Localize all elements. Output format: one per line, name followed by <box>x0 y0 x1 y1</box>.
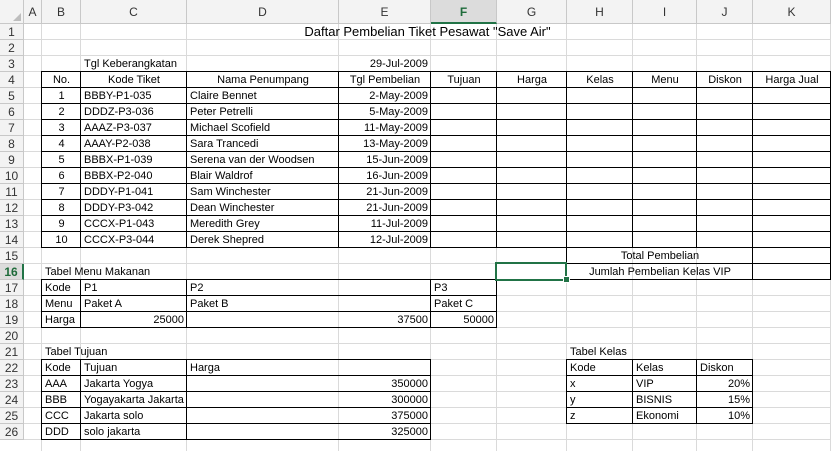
table-header-cell[interactable]: Tujuan <box>447 74 481 86</box>
fill-handle[interactable] <box>563 276 570 283</box>
row-header-19[interactable]: 19 <box>0 312 24 328</box>
tujuan-cell[interactable]: Jakarta solo <box>84 410 144 422</box>
table-border <box>186 359 187 440</box>
table-border <box>42 87 831 88</box>
vip-count-label[interactable]: Jumlah Pembelian Kelas VIP <box>589 266 731 278</box>
passenger-name[interactable]: Serena van der Woodsen <box>190 154 315 166</box>
table-border <box>696 71 697 248</box>
purchase-date[interactable]: 13-May-2009 <box>363 138 428 150</box>
sheet-title[interactable]: Daftar Pembelian Tiket Pesawat "Save Air" <box>304 24 551 39</box>
row-number[interactable]: 5 <box>58 154 65 166</box>
menu-cell[interactable]: Kode <box>45 282 71 294</box>
tujuan-header[interactable]: Harga <box>190 362 220 374</box>
row-header-17[interactable]: 17 <box>0 280 24 296</box>
column-header-f[interactable]: F <box>431 0 497 24</box>
tujuan-cell[interactable]: BBB <box>45 394 68 406</box>
menu-cell[interactable]: Menu <box>45 298 73 310</box>
column-header-h[interactable]: H <box>567 0 633 24</box>
table-border <box>42 439 431 440</box>
row-header-2[interactable]: 2 <box>0 40 24 56</box>
kelas-cell[interactable]: VIP <box>636 378 654 390</box>
row-header-10[interactable]: 10 <box>0 168 24 184</box>
purchase-date[interactable]: 5-May-2009 <box>369 106 428 118</box>
tujuan-cell[interactable]: solo jakarta <box>84 426 141 438</box>
table-border <box>80 71 81 248</box>
row-header-11[interactable]: 11 <box>0 184 24 200</box>
row-header-7[interactable]: 7 <box>0 120 24 136</box>
table-border <box>567 423 753 424</box>
row-header-21[interactable]: 21 <box>0 344 24 360</box>
row-header-24[interactable]: 24 <box>0 392 24 408</box>
table-border <box>42 359 431 360</box>
tujuan-cell[interactable]: 325000 <box>391 426 428 438</box>
table-border <box>752 359 753 424</box>
row-header-25[interactable]: 25 <box>0 408 24 424</box>
ticket-code[interactable]: DDDY-P3-042 <box>84 202 154 214</box>
kelas-cell[interactable]: 10% <box>727 410 750 422</box>
table-border <box>42 311 497 312</box>
table-border <box>496 71 497 248</box>
tujuan-header[interactable]: Kode <box>45 362 71 374</box>
ticket-code[interactable]: DDDZ-P3-036 <box>84 106 154 118</box>
row-header-18[interactable]: 18 <box>0 296 24 312</box>
passenger-name[interactable]: Meredith Grey <box>190 218 260 230</box>
kelas-cell[interactable]: 15% <box>727 394 750 406</box>
table-header-cell[interactable]: Tgl Pembelian <box>349 74 421 86</box>
kelas-cell[interactable]: x <box>570 378 576 390</box>
table-border <box>42 151 831 152</box>
kelas-cell[interactable]: y <box>570 394 576 406</box>
menu-table-title[interactable]: Tabel Menu Makanan <box>45 266 151 278</box>
tujuan-cell[interactable]: 375000 <box>391 410 428 422</box>
kelas-cell[interactable]: 20% <box>727 378 750 390</box>
table-border <box>567 391 753 392</box>
row-header-14[interactable]: 14 <box>0 232 24 248</box>
row-number[interactable]: 10 <box>55 234 68 246</box>
row-header-20[interactable]: 20 <box>0 328 24 344</box>
row-header-16[interactable]: 16 <box>0 264 24 280</box>
table-border <box>752 71 753 248</box>
column-header-g[interactable]: G <box>497 0 567 24</box>
table-border <box>42 375 431 376</box>
tujuan-cell[interactable]: AAA <box>45 378 68 390</box>
tujuan-header[interactable]: Tujuan <box>84 362 118 374</box>
ticket-code[interactable]: CCCX-P1-043 <box>84 218 155 230</box>
table-border <box>41 279 42 328</box>
table-border <box>632 71 633 248</box>
table-border <box>42 119 831 120</box>
row-number[interactable]: 3 <box>58 122 65 134</box>
column-header-d[interactable]: D <box>187 0 339 24</box>
select-all-icon <box>13 13 21 21</box>
purchase-date[interactable]: 15-Jun-2009 <box>366 154 428 166</box>
table-border <box>42 71 831 72</box>
row-header-9[interactable]: 9 <box>0 152 24 168</box>
passenger-name[interactable]: Peter Petrelli <box>190 106 253 118</box>
table-header-cell[interactable]: Kelas <box>586 74 614 86</box>
table-border <box>42 327 497 328</box>
table-border <box>42 167 831 168</box>
table-border <box>496 279 497 328</box>
row-header-3[interactable]: 3 <box>0 56 24 72</box>
table-border <box>80 279 81 328</box>
departure-date[interactable]: 29-Jul-2009 <box>369 58 428 70</box>
row-header-12[interactable]: 12 <box>0 200 24 216</box>
kelas-table-title[interactable]: Tabel Kelas <box>570 346 627 358</box>
purchase-date[interactable]: 21-Jun-2009 <box>366 186 428 198</box>
row-header-26[interactable]: 26 <box>0 424 24 440</box>
column-header-a[interactable]: A <box>24 0 42 24</box>
table-border <box>696 359 697 424</box>
purchase-date[interactable]: 21-Jun-2009 <box>366 202 428 214</box>
passenger-name[interactable]: Sara Trancedi <box>190 138 259 150</box>
ticket-code[interactable]: DDDY-P1-041 <box>84 186 154 198</box>
tujuan-cell[interactable]: Yogayakarta Jakarta <box>84 394 184 406</box>
tujuan-cell[interactable]: 350000 <box>391 378 428 390</box>
row-number[interactable]: 8 <box>58 202 65 214</box>
menu-cell[interactable]: 25000 <box>153 314 184 326</box>
table-border <box>42 183 831 184</box>
table-border <box>42 135 831 136</box>
row-header-5[interactable]: 5 <box>0 88 24 104</box>
menu-cell[interactable]: P3 <box>434 282 448 294</box>
table-border <box>430 71 431 248</box>
table-border <box>42 279 497 280</box>
tujuan-cell[interactable]: CCC <box>45 410 69 422</box>
table-border <box>567 279 831 280</box>
table-border <box>430 279 431 328</box>
table-border <box>752 247 753 280</box>
row-header-6[interactable]: 6 <box>0 104 24 120</box>
table-header-cell[interactable]: Harga Jual <box>765 74 819 86</box>
departure-label[interactable]: Tgl Keberangkatan <box>84 58 177 70</box>
row-header-4[interactable]: 4 <box>0 72 24 88</box>
ticket-code[interactable]: BBBY-P1-035 <box>84 90 152 102</box>
active-cell-selection[interactable] <box>495 262 567 281</box>
kelas-cell[interactable]: Ekonomi <box>636 410 679 422</box>
purchase-date[interactable]: 12-Jul-2009 <box>369 234 428 246</box>
row-header-1[interactable]: 1 <box>0 24 24 40</box>
row-number[interactable]: 9 <box>58 218 65 230</box>
menu-cell[interactable]: Harga <box>45 314 75 326</box>
ticket-code[interactable]: BBBX-P1-039 <box>84 154 153 166</box>
table-border <box>42 295 497 296</box>
table-border <box>42 407 431 408</box>
table-header-cell[interactable]: Menu <box>651 74 679 86</box>
table-border <box>80 359 81 440</box>
passenger-name[interactable]: Claire Bennet <box>190 90 257 102</box>
table-border <box>430 359 431 440</box>
column-header-b[interactable]: B <box>42 0 81 24</box>
column-header-c[interactable]: C <box>81 0 187 24</box>
row-header-13[interactable]: 13 <box>0 216 24 232</box>
kelas-header[interactable]: Kelas <box>636 362 664 374</box>
menu-cell[interactable]: P2 <box>190 282 204 294</box>
row-number[interactable]: 2 <box>58 106 65 118</box>
table-border <box>42 231 831 232</box>
table-header-cell[interactable]: Kode Tiket <box>108 74 160 86</box>
table-border <box>41 359 42 440</box>
table-border <box>567 359 753 360</box>
passenger-name[interactable]: Dean Winchester <box>190 202 275 214</box>
table-border <box>566 71 567 248</box>
table-border <box>567 407 753 408</box>
table-border <box>567 263 831 264</box>
table-border <box>42 423 431 424</box>
purchase-date[interactable]: 2-May-2009 <box>369 90 428 102</box>
menu-cell[interactable]: Paket C <box>434 298 474 310</box>
total-label[interactable]: Total Pembelian <box>620 250 700 262</box>
tujuan-cell[interactable]: 300000 <box>391 394 428 406</box>
row-number[interactable]: 1 <box>58 90 65 102</box>
table-border <box>42 199 831 200</box>
menu-cell[interactable]: Paket B <box>190 298 229 310</box>
table-border <box>42 215 831 216</box>
passenger-name[interactable]: Sam Winchester <box>190 186 271 198</box>
ticket-code[interactable]: CCCX-P3-044 <box>84 234 155 246</box>
row-header-23[interactable]: 23 <box>0 376 24 392</box>
row-number[interactable]: 7 <box>58 186 65 198</box>
row-header-8[interactable]: 8 <box>0 136 24 152</box>
table-border <box>632 359 633 424</box>
ticket-code[interactable]: BBBX-P2-040 <box>84 170 153 182</box>
column-header-e[interactable]: E <box>339 0 431 24</box>
column-header-i[interactable]: I <box>633 0 697 24</box>
table-header-cell[interactable]: No. <box>52 74 71 86</box>
select-all-corner[interactable] <box>0 0 24 24</box>
passenger-name[interactable]: Derek Shepred <box>190 234 264 246</box>
kelas-header[interactable]: Kode <box>570 362 596 374</box>
menu-cell[interactable]: 37500 <box>397 314 428 326</box>
table-header-cell[interactable]: Harga <box>517 74 547 86</box>
purchase-date[interactable]: 11-May-2009 <box>364 122 428 134</box>
tujuan-table-title[interactable]: Tabel Tujuan <box>45 346 108 358</box>
kelas-header[interactable]: Diskon <box>700 362 734 374</box>
table-header-cell[interactable]: Diskon <box>708 74 742 86</box>
menu-cell[interactable]: Paket A <box>84 298 122 310</box>
column-header-j[interactable]: J <box>697 0 753 24</box>
row-header-22[interactable]: 22 <box>0 360 24 376</box>
table-border <box>567 375 753 376</box>
table-border <box>41 71 42 248</box>
table-border <box>186 279 187 328</box>
table-border <box>186 71 187 248</box>
column-header-k[interactable]: K <box>753 0 831 24</box>
table-border <box>42 103 831 104</box>
table-border <box>42 391 431 392</box>
purchase-date[interactable]: 11-Jul-2009 <box>370 218 428 230</box>
table-header-cell[interactable]: Nama Penumpang <box>217 74 309 86</box>
ticket-code[interactable]: AAAZ-P3-037 <box>84 122 152 134</box>
row-number[interactable]: 6 <box>58 170 65 182</box>
menu-cell[interactable]: P1 <box>84 282 98 294</box>
passenger-name[interactable]: Michael Scofield <box>190 122 271 134</box>
row-number[interactable]: 4 <box>58 138 65 150</box>
kelas-cell[interactable]: BISNIS <box>636 394 673 406</box>
passenger-name[interactable]: Blair Waldrof <box>190 170 253 182</box>
table-border <box>338 71 339 248</box>
tujuan-cell[interactable]: DDD <box>45 426 69 438</box>
row-header-15[interactable]: 15 <box>0 248 24 264</box>
kelas-cell[interactable]: z <box>570 410 576 422</box>
menu-cell[interactable]: 50000 <box>463 314 494 326</box>
tujuan-cell[interactable]: Jakarta Yogya <box>84 378 154 390</box>
table-border <box>566 359 567 424</box>
ticket-code[interactable]: AAAY-P2-038 <box>84 138 151 150</box>
purchase-date[interactable]: 16-Jun-2009 <box>366 170 428 182</box>
